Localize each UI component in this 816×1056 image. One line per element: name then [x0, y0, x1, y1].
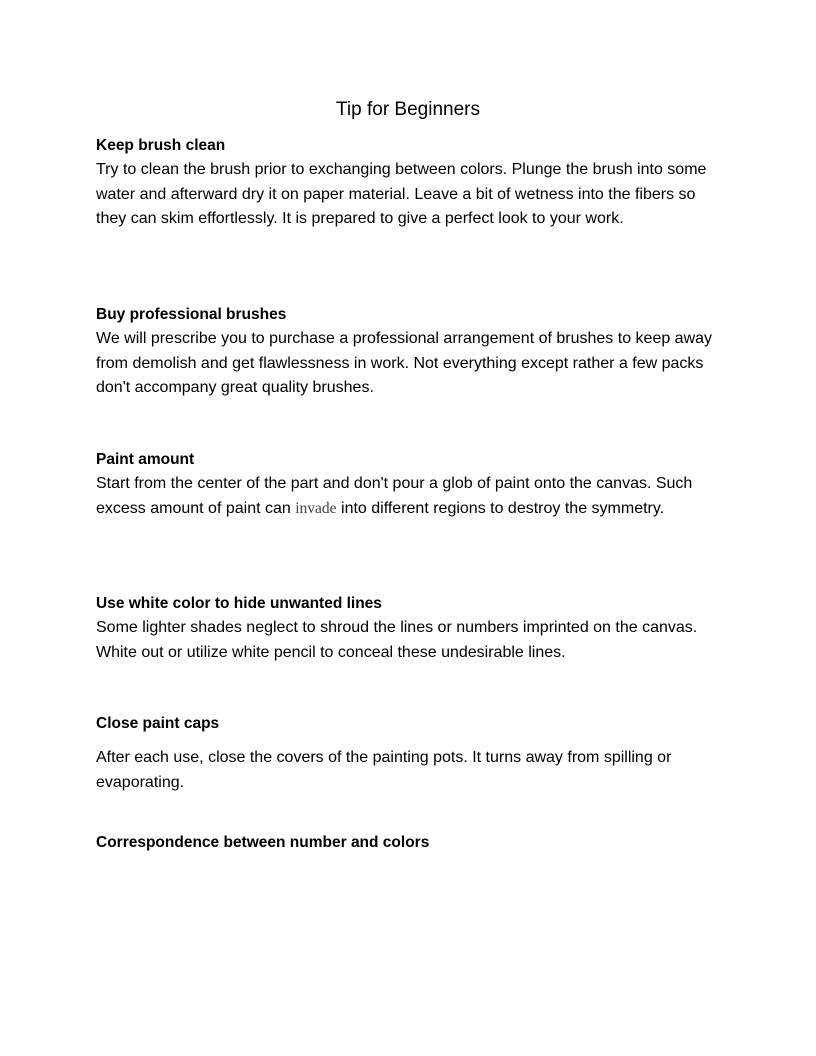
section-heading-buy-professional-brushes: Buy professional brushes: [96, 306, 287, 323]
section-body-paint-amount: [96, 472, 726, 521]
paint-amount-text-before: Start from the center of the part and don't pour a glob of paint onto the canvas. Such excess amount of paint can: [96, 475, 693, 517]
section-body-buy-professional-brushes: We will prescribe you to purchase a professional arrangement of brushes to keep away from demolish and get flawlessness in work. Not everything except rather a few packs don't accompany great quality brushes.: [96, 330, 713, 396]
section-heading-close-paint-caps: Close paint caps: [96, 715, 220, 732]
section-heading-correspondence: Correspondence between number and colors: [96, 834, 430, 851]
paint-amount-text-after: into different regions to destroy the symmetry.: [336, 499, 665, 517]
paint-amount-emphasis-word: invade: [295, 499, 337, 517]
section-body-close-paint-caps: After each use, close the covers of the painting pots. It turns away from spilling or evaporating.: [96, 749, 672, 791]
section-body-use-white-color: Some lighter shades neglect to shroud the lines or numbers imprinted on the canvas. White out or utilize white pencil to conceal these undesirable lines.: [96, 619, 698, 661]
section-heading-keep-brush-clean: Keep brush clean: [96, 137, 226, 154]
section-body-keep-brush-clean: Try to clean the brush prior to exchanging between colors. Plunge the brush into some water and afterward dry it on paper material. Leave a bit of wetness into the fibers so they can skim effortlessly. It is prepared to give a perfect look to your work.: [96, 161, 707, 227]
section-heading-paint-amount: Paint amount: [96, 451, 195, 468]
section-heading-use-white-color: Use white color to hide unwanted lines: [96, 595, 382, 612]
page-title: Tip for Beginners: [336, 99, 480, 120]
